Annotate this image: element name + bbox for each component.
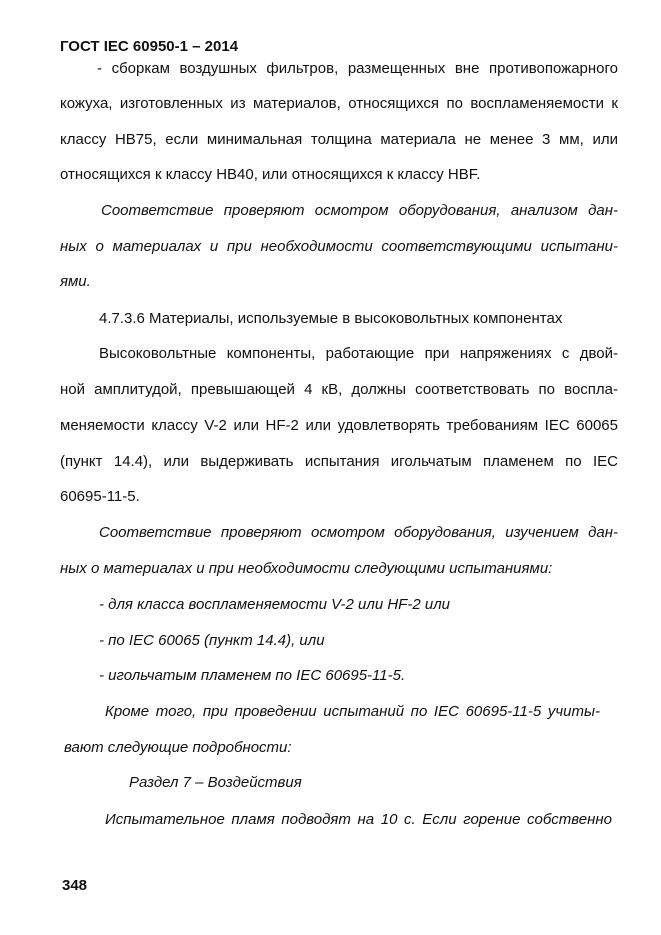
text-line: Соответствие проверяют осмотром оборудования, изучением дан- <box>99 524 618 541</box>
text-line: - сборкам воздушных фильтров, размещенных вне противопожарного <box>97 60 618 77</box>
text-line: ных о материалах и при необходимости соответствующими испытани- <box>60 238 618 255</box>
text-line: меняемости классу V-2 или HF-2 или удовлетворять требованиям IEC 60065 <box>60 417 618 434</box>
page-number: 348 <box>62 877 88 894</box>
text-line: кожуха, изготовленных из материалов, относящихся по воспламеняемости к <box>60 95 618 112</box>
text-line: классу НВ75, если минимальная толщина материала не менее 3 мм, или <box>60 131 618 148</box>
list-item: - игольчатым пламенем по IEC 60695-11-5. <box>99 667 406 684</box>
text-line: ных о материалах и при необходимости следующими испытаниями: <box>60 560 553 577</box>
text-line: 60695-11-5. <box>60 488 140 505</box>
list-item: - для класса воспламеняемости V-2 или HF-2 или <box>99 596 450 613</box>
section-heading: 4.7.3.6 Материалы, используемые в высоковольтных компонентах <box>99 310 563 327</box>
text-line: Соответствие проверяют осмотром оборудования, анализом дан- <box>101 202 618 219</box>
text-line: ной амплитудой, превышающей 4 кВ, должны соответствовать по воспла- <box>60 381 618 398</box>
text-line: Кроме того, при проведении испытаний по IEC 60695-11-5 учиты- <box>105 703 600 720</box>
text-line: (пункт 14.4), или выдерживать испытания игольчатым пламенем по IEC <box>60 453 618 470</box>
text-line: относящихся к классу НВ40, или относящихся к классу НВF. <box>60 166 481 183</box>
text-line: ями. <box>60 273 91 290</box>
list-item: - по IEC 60065 (пункт 14.4), или <box>99 632 325 649</box>
subsection-heading: Раздел 7 – Воздействия <box>129 774 302 791</box>
text-line: Испытательное пламя подводят на 10 с. Если горение собственно <box>105 811 612 828</box>
text-line: вают следующие подробности: <box>64 739 292 756</box>
text-line: Высоковольтные компоненты, работающие при напряжениях с двой- <box>99 345 618 362</box>
document-header: ГОСТ IEC 60950-1 – 2014 <box>60 38 239 55</box>
